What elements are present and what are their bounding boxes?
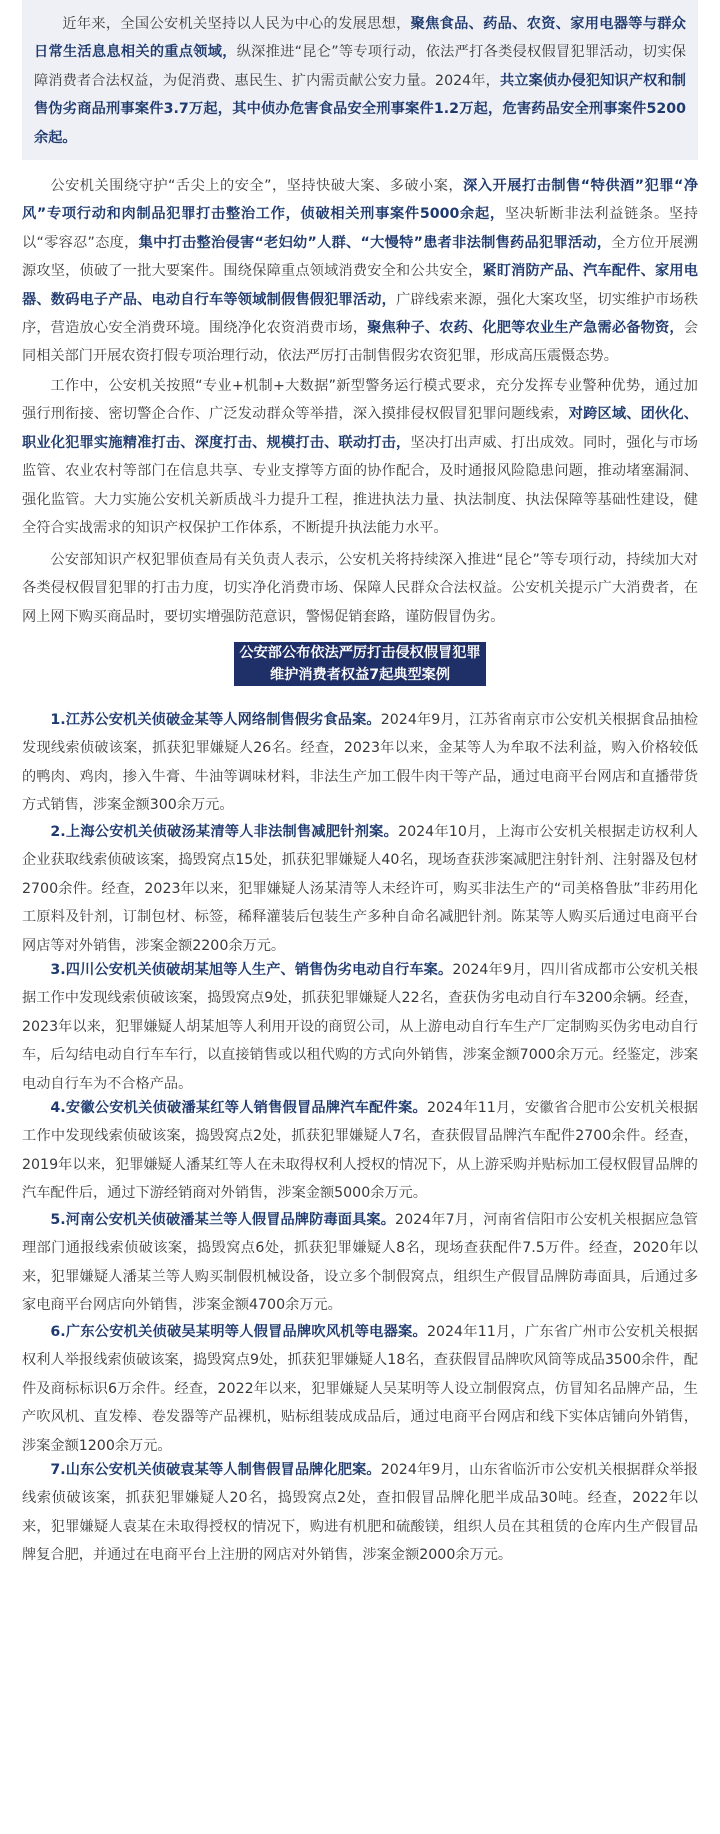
case-title: 5.河南公安机关侦破潘某兰等人假冒品牌防毒面具案。 [50,1212,396,1228]
case-body: 2024年7月，河南省信阳市公安机关根据应急管理部门通报线索侦破该案，捣毁窝点6处，抓获犯罪嫌疑人8名，现场查获配件7.5万件。经查，2020年以来，犯罪嫌疑人潘某兰等人购买制假机械设备，设立多个制假窝点，组织生产假冒品牌防毒面具，后通过多家电商平台网店向外销售，涉案金额4700余万元。 [22,1212,698,1314]
case-body: 2024年9月，山东省临沂市公安机关根据群众举报线索侦破该案，抓获犯罪嫌疑人20名，捣毁窝点2处，查扣假冒品牌化肥半成品30吨。经查，2022年以来，犯罪嫌疑人袁某在未取得授权的情况下，购进有机肥和硫酸镁，组织人员在其租赁的仓库内生产假冒品牌复合肥，并通过在电商平台上注册的网店对外销售，涉案金额2000余万元。 [22,1462,698,1564]
case-item [22,1318,698,1460]
work-measures-paragraph: 工作中，公安机关按照“专业+机制+大数据”新型警务运行模式要求，充分发挥专业警种优势，通过加强行刑衔接、密切警企合作、广泛发动群众等举措，深入摸排侵权假冒犯罪问题线索，对跨区域、团伙化、职业化犯罪实施精准打击、深度打击、规模打击、联动打击，坚决打出声威、打出成效。同时，强化与市场监管、农业农村等部门在信息共享、专业支撑等方面的协作配合，及时通报风险隐患问题，推动堵塞漏洞、强化监管。大力实施公安机关新质战斗力提升工程，推进执法力量、执法制度、执法保障等基础性建设，健全符合实战需求的知识产权保护工作体系，不断提升执法能力水平。 [22,378,698,537]
case-item [22,706,698,820]
food-drug-safety-paragraph: 公安机关围绕守护“舌尖上的安全”，坚持快破大案、多破小案，深入开展打击制售“特供酒”犯罪“净风”专项行动和肉制品犯罪打击整治工作，侦破相关刑事案件5000余起，坚决斩断非法利益链条。坚持以“零容忍”态度，集中打击整治侵害“老妇幼”人群、“大慢特”患者非法制售药品犯罪活动，全方位开展溯源攻坚，侦破了一批大要案件。围绕保障重点领域消费安全和公共安全，紧盯消防产品、汽车配件、家用电器、数码电子产品、电动自行车等领域制假售假犯罪活动，广辟线索来源，强化大案攻坚，切实维护市场秩序，营造放心安全消费环境。围绕净化农资消费市场，聚焦种子、农药、化肥等农业生产急需必备物资，会同相关部门开展农资打假专项治理行动，依法严厉打击制售假劣农资犯罪，形成高压震慑态势。 [22,178,699,365]
case-title: 3.四川公安机关侦破胡某旭等人生产、销售伪劣电动自行车案。 [50,962,453,978]
case-body: 2024年10月，上海市公安机关根据走访权利人企业获取线索侦破该案，捣毁窝点15处，抓获犯罪嫌疑人40名，现场查获涉案减肥注射针剂、注射器及包材2700余件。经查，2023年以来，犯罪嫌疑人汤某清等人未经许可，购买非法生产的“司美格鲁肽”非药用化工原料及针剂，订制包材、标签，稀释灌装后包装生产多种自命名减肥针剂。陈某等人购买后通过电商平台网店等对外销售，涉案金额2200余万元。 [22,824,698,954]
section-banner-line2: 维护消费者权益7起典型案例 [234,664,486,686]
case-body: 2024年11月，安徽省合肥市公安机关根据工作中发现线索侦破该案，捣毁窝点2处，抓获犯罪嫌疑人7名，查获假冒品牌汽车配件2700余件。经查，2019年以来，犯罪嫌疑人潘某红等人在未取得权利人授权的情况下，从上游采购并贴标加工侵权假冒品牌的汽车配件后，通过下游经销商对外销售，涉案金额5000余万元。 [22,1100,698,1202]
official-statement-paragraph: 公安部知识产权犯罪侦查局有关负责人表示，公安机关将持续深入推进“昆仑”等专项行动，持续加大对各类侵权假冒犯罪的打击力度，切实净化消费市场、保障人民群众合法权益。公安机关提示广大消费者，在网上网下购买商品时，要切实增强防范意识，警惕促销套路，谨防假冒伪劣。 [22,552,698,625]
case-title: 1.江苏公安机关侦破金某等人网络制售假劣食品案。 [50,712,381,728]
case-item [22,956,698,1098]
intro-summary-box [22,0,698,160]
case-body: 2024年9月，四川省成都市公安机关根据工作中发现线索侦破该案，捣毁窝点9处，抓获犯罪嫌疑人22名，查获伪劣电动自行车3200余辆。经查，2023年以来，犯罪嫌疑人胡某旭等人利用开设的商贸公司，从上游电动自行车生产厂定制购买伪劣电动自行车，后勾结电动自行车车行，以直接销售或以租代购的方式向外销售，涉案金额7000余万元。经鉴定，涉案电动自行车为不合格产品。 [22,962,698,1092]
case-item [22,1206,698,1320]
intro-paragraph: 近年来，全国公安机关坚持以人民为中心的发展思想，聚焦食品、药品、农资、家用电器等与群众日常生活息息相关的重点领域，纵深推进“昆仑”等专项行动，依法严打各类侵权假冒犯罪活动，切实保障消费者合法权益，为促消费、惠民生、扩内需贡献公安力量。2024年，共立案侦办侵犯知识产权和制售伪劣商品刑事案件3.7万起，其中侦办危害食品安全刑事案件1.2万起，危害药品安全刑事案件5200余起。 [34,16,686,146]
case-title: 4.安徽公安机关侦破潘某红等人销售假冒品牌汽车配件案。 [50,1100,427,1116]
case-title: 6.广东公安机关侦破吴某明等人假冒品牌吹风机等电器案。 [50,1324,427,1340]
section-banner-line1: 公安部公布依法严厉打击侵权假冒犯罪 [234,642,486,664]
case-item [22,1094,698,1208]
case-title: 7.山东公安机关侦破袁某等人制售假冒品牌化肥案。 [50,1462,381,1478]
case-item [22,1456,698,1570]
case-body: 2024年11月，广东省广州市公安机关根据权利人举报线索侦破该案，捣毁窝点9处，抓获犯罪嫌疑人18名，查获假冒品牌吹风筒等成品3500余件，配件及商标标识6万余件。经查，2022年以来，犯罪嫌疑人吴某明等人设立制假窝点，仿冒知名品牌产品，生产吹风机、直发棒、卷发器等产品裸机，贴标组装成成品后，通过电商平台网店和线下实体店铺向外销售，涉案金额1200余万元。 [22,1324,698,1454]
case-title: 2.上海公安机关侦破汤某清等人非法制售减肥针剂案。 [50,824,399,840]
case-body: 2024年9月，江苏省南京市公安机关根据食品抽检发现线索侦破该案，抓获犯罪嫌疑人26名。经查，2023年以来，金某等人为牟取不法利益，购入价格较低的鸭肉、鸡肉，掺入牛膏、牛油等调味材料，非法生产加工假牛肉干等产品，通过电商平台网店和直播带货方式销售，涉案金额300余万元。 [22,712,698,814]
case-item [22,818,698,960]
